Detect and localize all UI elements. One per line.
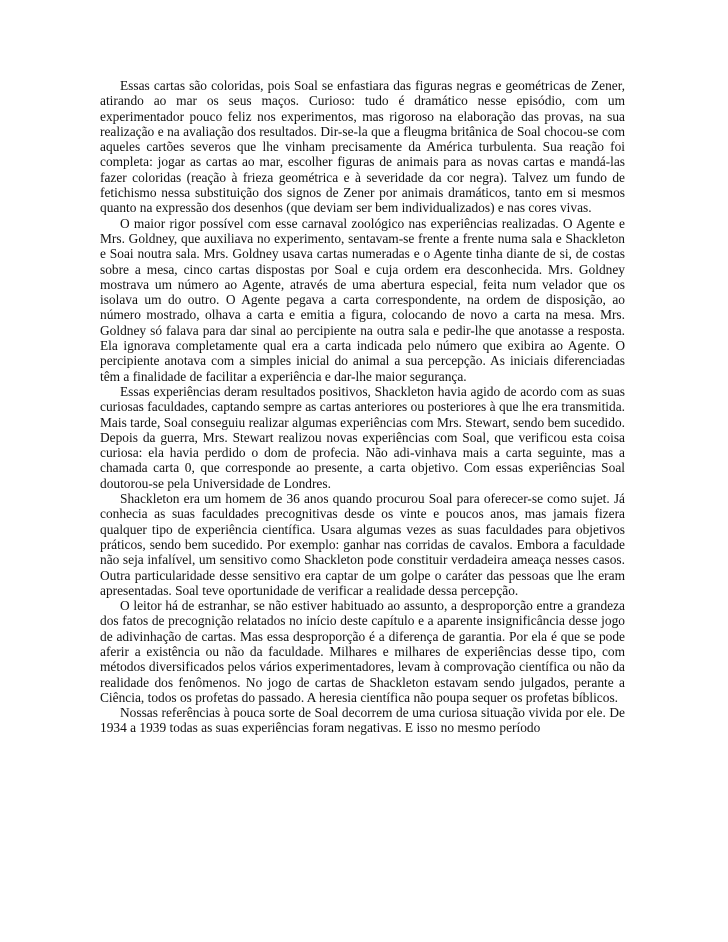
paragraph-soal-bad-luck: Nossas referências à pouca sorte de Soal decorrem de uma curiosa situação vivida por ele. De 1934 a 1939 todas as suas experiências foram negativas. E isso no mesmo período bbox=[100, 705, 625, 736]
document-page bbox=[100, 78, 625, 736]
paragraph-positive-results: Essas experiências deram resultados positivos, Shackleton havia agido de acordo com as suas curiosas faculdades, captando sempre as cartas anteriores ou posteriores à que lhe era transmitida. Mais tarde, Soal conseguiu realizar algumas experiências com Mrs. Stewart, sendo bem sucedido. Depois da guerra, Mrs. Stewart realizou novas experiências com Soal, que verificou esta coisa curiosa: ela havia perdido o dom de profecia. Não adi-vinhava mais a carta seguinte, mas a chamada carta 0, que corresponde ao presente, a carta objetivo. Com essas experiências Soal doutorou-se pela Universidade de Londres. bbox=[100, 383, 625, 491]
paragraph-colored-cards: Essas cartas são coloridas, pois Soal se enfastiara das figuras negras e geométricas de Zener, atirando ao mar os seus maços. Curioso: tudo é dramático nesse episódio, com um experimentador pouco feliz nos experimentos, mas rigoroso na elaboração das provas, na sua realização e na avaliação dos resultados. Dir-se-la que a fleugma britânica de Soal chocou-se com aqueles cartões severos que lhe vinham precisamente da América turbulenta. Sua reação foi completa: jogar as cartas ao mar, escolher figuras de animais para as novas cartas e mandá-las fazer coloridas (reação à frieza geométrica e à severidade da cor negra). Talvez um fundo de fetichismo nessa substituição dos signos de Zener por animais dramáticos, tanto em si mesmos quanto na expressão dos desenhos (que deviam ser bem individualizados) e nas cores vivas. bbox=[100, 78, 625, 216]
paragraph-disproportion: O leitor há de estranhar, se não estiver habituado ao assunto, a desproporção entre a grandeza dos fatos de precognição relatados no início deste capítulo e a aparente insignificância desse jogo de adivinhação de cartas. Mas essa desproporção é a diferença de garantia. Por ela é que se pode aferir a existência ou não da faculdade. Milhares e milhares de experiências desse tipo, com métodos diversificados pelos vários experimentadores, levam à comprovação científica ou não da realidade dos fenômenos. No jogo de cartas de Shackleton estavam sendo julgados, perante a Ciência, todos os profetas do passado. A heresia científica não poupa sequer os profetas bíblicos. bbox=[100, 598, 625, 705]
paragraph-shackleton: Shackleton era um homem de 36 anos quando procurou Soal para oferecer-se como sujet. Já conhecia as suas faculdades precognitivas desde os vinte e poucos anos, mas jamais fizera qualquer tipo de experiência científica. Usara algumas vezes as suas faculdades para objetivos práticos, sendo bem sucedido. Por exemplo: ganhar nas corridas de cavalos. Embora a faculdade não seja infalível, um sensitivo como Shackleton pode constituir verdadeira ameaça nesses casos. Outra particularidade desse sensitivo era captar de um golpe o caráter das pessoas que lhe eram apresentadas. Soal teve oportunidade de verificar a realidade dessa percepção. bbox=[100, 491, 625, 598]
paragraph-experiment-procedure: O maior rigor possível com esse carnaval zoológico nas experiências realizadas. O Agente e Mrs. Goldney, que auxiliava no experimento, sentavam-se frente a frente numa sala e Shackleton e Soai noutra sala. Mrs. Goldney usava cartas numeradas e o Agente tinha diante de si, de costas sobre a mesa, cinco cartas dispostas por Soal e cuja ordem era desconhecida. Mrs. Goldney mostrava um número ao Agente, através de uma abertura especial, feita num velador que os isolava um do outro. O Agente pegava a carta correspondente, na ordem de disposição, ao número mostrado, olhava a carta e emitia a figura, colocando de novo a carta na mesa. Mrs. Goldney só falava para dar sinal ao percipiente na outra sala e pedir-lhe que anotasse a resposta. Ela ignorava completamente qual era a carta indicada pelo número que exibira ao Agente. O percipiente anotava com a simples inicial do animal a sua percepção. As iniciais diferenciadas têm a finalidade de facilitar a experiência e dar-lhe maior segurança. bbox=[100, 215, 625, 384]
